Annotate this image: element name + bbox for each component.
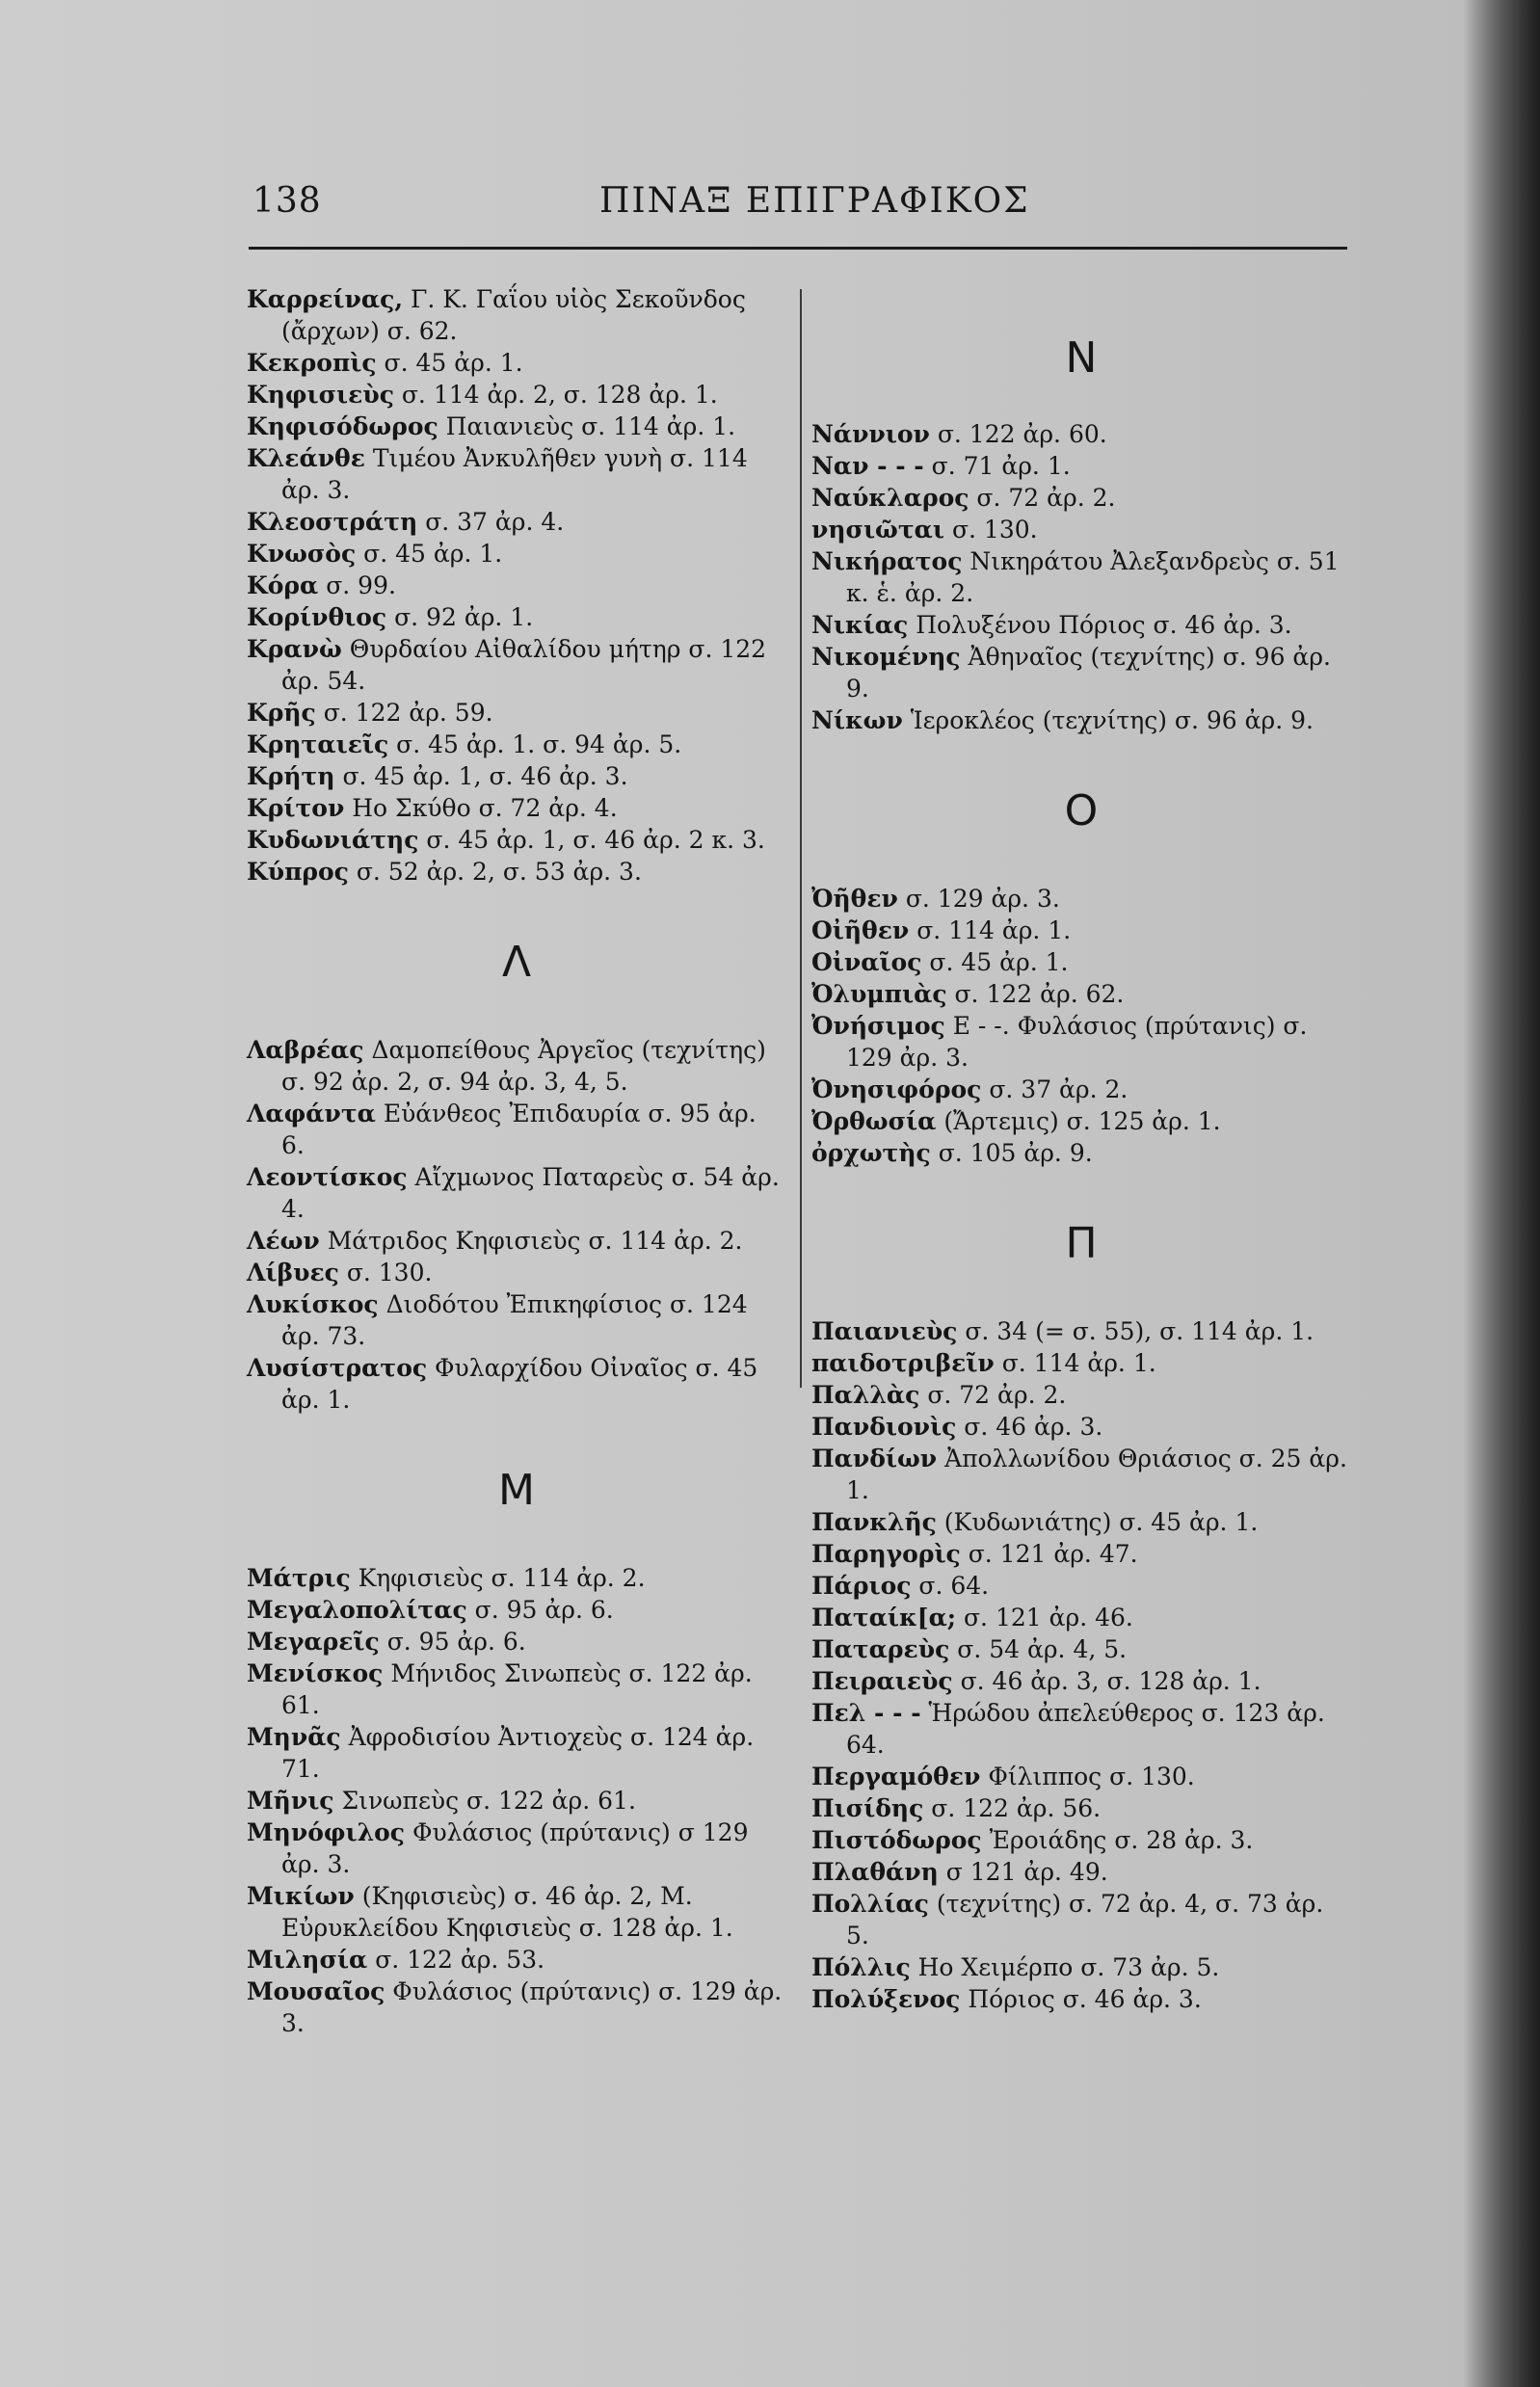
index-entry	[247, 1594, 786, 1626]
index-entry	[247, 697, 786, 729]
index-entry	[247, 1880, 786, 1944]
entry-lemma: Παλλὰς	[811, 1381, 920, 1409]
index-entry	[811, 946, 1351, 978]
index-entry	[811, 1888, 1351, 1951]
entry-reference: σ. 92 ἀρ. 1.	[386, 603, 534, 631]
entry-lemma: Μηνόφιλος	[247, 1818, 406, 1846]
index-entry	[247, 1225, 786, 1257]
index-entry	[247, 506, 786, 538]
entry-reference: σ. 122 ἀρ. 59.	[315, 699, 493, 727]
index-entry	[811, 1951, 1351, 1983]
index-entry	[811, 1105, 1351, 1137]
entry-lemma: Πελ - - -	[811, 1699, 921, 1727]
index-entry	[811, 883, 1351, 915]
entry-reference: σ. 114 ἀρ. 2, σ. 128 ἀρ. 1.	[393, 381, 718, 409]
entry-lemma: Κρηταιεῖς	[247, 730, 389, 758]
index-entry	[811, 1792, 1351, 1824]
entry-lemma: Κυδωνιάτης	[247, 826, 419, 854]
entry-reference: σ. 114 ἀρ. 1.	[994, 1349, 1156, 1377]
entry-reference: σ. 129 ἀρ. 3.	[897, 885, 1060, 913]
entry-lemma: Μηνᾶς	[247, 1723, 341, 1751]
entry-reference: Πολυξένου Πόριος σ. 46 ἀρ. 3.	[908, 611, 1292, 639]
entry-reference: Κηφισιεὺς σ. 114 ἀρ. 2.	[350, 1564, 646, 1592]
entry-reference: σ. 121 ἀρ. 46.	[956, 1604, 1133, 1631]
index-entry	[247, 1721, 786, 1785]
entry-reference: (Ἄρτεμις) σ. 125 ἀρ. 1.	[936, 1107, 1221, 1135]
entry-reference: σ. 37 ἀρ. 4.	[417, 508, 565, 536]
index-entry	[811, 1506, 1351, 1538]
entry-reference: (τεχνίτης) σ. 72 ἀρ. 4, σ. 73 ἀρ. 5.	[846, 1890, 1324, 1949]
entry-reference: σ. 130.	[944, 516, 1038, 544]
entry-lemma: Πιστόδωρος	[811, 1826, 982, 1854]
entry-lemma: Οἰῆθεν	[811, 916, 910, 944]
entry-reference: (Κηφισιεὺς) σ. 46 ἀρ. 2, Μ. Εὐρυκλείδου Κηφισιεὺς σ. 128 ἀρ. 1.	[281, 1882, 733, 1942]
entry-lemma: Λέων	[247, 1227, 320, 1255]
entry-reference: σ. 45 ἀρ. 1, σ. 46 ἀρ. 3.	[334, 762, 628, 790]
entry-lemma: Κορίνθιος	[247, 603, 387, 631]
index-entry	[811, 1411, 1351, 1443]
index-entry	[811, 545, 1351, 609]
index-entry	[811, 609, 1351, 641]
index-entry	[811, 514, 1351, 545]
entry-lemma: Κρήτη	[247, 762, 335, 790]
entry-lemma: Καρρείνας,	[247, 285, 404, 313]
entry-lemma: Ναν - - -	[811, 452, 924, 480]
index-entry	[247, 347, 786, 379]
entry-lemma: παιδοτριβεῖν	[811, 1349, 995, 1377]
entry-reference: σ. 95 ἀρ. 6.	[379, 1628, 526, 1656]
entry-lemma: Ὀῆθεν	[811, 885, 898, 913]
index-entry	[811, 1137, 1351, 1169]
entry-lemma: Λίβυες	[247, 1259, 339, 1286]
entry-reference: σ. 95 ἀρ. 6.	[466, 1596, 614, 1624]
entry-lemma: Κλεάνθε	[247, 444, 365, 472]
entry-lemma: Μῆνις	[247, 1787, 334, 1815]
entry-reference: Ἐροιάδης σ. 28 ἀρ. 3.	[981, 1826, 1254, 1854]
index-column-left	[247, 283, 786, 2039]
entry-lemma: Ὀνήσιμος	[811, 1012, 945, 1040]
entry-reference: Γ. Κ. Γαΐου υἱὸς Σεκοῦνδος (ἄρχων) σ. 62.	[281, 285, 746, 345]
entry-reference: σ. 46 ἀρ. 3, σ. 128 ἀρ. 1.	[952, 1667, 1261, 1695]
entry-lemma: Μικίων	[247, 1882, 355, 1910]
entry-lemma: Μουσαῖος	[247, 1977, 385, 2005]
index-entry	[247, 538, 786, 570]
entry-lemma: Λυκίσκος	[247, 1290, 379, 1318]
index-entry	[811, 1824, 1351, 1856]
index-entry	[811, 418, 1351, 450]
entry-lemma: Ὀρθωσία	[811, 1107, 937, 1135]
entry-reference: Σινωπεὺς σ. 122 ἀρ. 61.	[333, 1787, 636, 1815]
index-entry	[811, 1570, 1351, 1602]
entry-lemma: Μεγαρεῖς	[247, 1628, 380, 1656]
entry-lemma: Μεγαλοπολίτας	[247, 1596, 467, 1624]
entry-reference: Ἱεροκλέος (τεχνίτης) σ. 96 ἀρ. 9.	[902, 706, 1314, 734]
entry-lemma: Περγαμόθεν	[811, 1763, 981, 1790]
entry-lemma: Λεοντίσκος	[247, 1163, 408, 1191]
page-header	[252, 181, 1343, 231]
entry-reference: σ. 45 ἀρ. 1.	[356, 540, 503, 568]
entry-lemma: Κύπρος	[247, 858, 349, 886]
index-entry	[247, 1817, 786, 1880]
entry-reference: σ. 45 ἀρ. 1, σ. 46 ἀρ. 2 κ. 3.	[418, 826, 765, 854]
index-entry	[811, 1665, 1351, 1697]
entry-reference: σ. 45 ἀρ. 1. σ. 94 ἀρ. 5.	[388, 730, 682, 758]
entry-reference: σ. 105 ἀρ. 9.	[930, 1139, 1093, 1167]
index-entry	[811, 1315, 1351, 1347]
index-entry	[247, 1658, 786, 1721]
index-entry	[247, 570, 786, 601]
index-entry	[247, 1352, 786, 1416]
entry-reference: σ. 37 ἀρ. 2.	[981, 1075, 1128, 1103]
index-entry	[811, 704, 1351, 736]
index-entry	[247, 1034, 786, 1098]
entry-lemma: Κόρα	[247, 571, 319, 599]
index-entry	[811, 1602, 1351, 1633]
index-entry	[247, 1944, 786, 1976]
entry-reference: Φυλαρχίδου Οἰναῖος σ. 45 ἀρ. 1.	[281, 1354, 758, 1414]
index-entry	[811, 1761, 1351, 1792]
entry-reference: Φυλάσιος (πρύτανις) σ 129 ἀρ. 3.	[281, 1818, 749, 1878]
book-spine-shadow	[1463, 0, 1540, 2387]
entry-lemma: Νικήρατος	[811, 547, 963, 575]
entry-reference: σ. 45 ἀρ. 1.	[921, 948, 1069, 976]
entry-lemma: Κρῆς	[247, 699, 316, 727]
entry-reference: Πόριος σ. 46 ἀρ. 3.	[960, 1985, 1202, 2013]
entry-reference: (Κυδωνιάτης) σ. 45 ἀρ. 1.	[936, 1508, 1259, 1536]
entry-reference: σ. 54 ἀρ. 4, 5.	[949, 1635, 1128, 1663]
index-entry	[811, 1633, 1351, 1665]
entry-reference: Ηο Χειμέρπο σ. 73 ἀρ. 5.	[910, 1953, 1220, 1981]
entry-lemma: Πόλλις	[811, 1953, 911, 1981]
index-entry	[247, 283, 786, 347]
entry-lemma: Νικίας	[811, 611, 909, 639]
entry-lemma: ὀρχωτὴς	[811, 1139, 931, 1167]
page-number: 138	[252, 181, 322, 221]
entry-lemma: Ὀνησιφόρος	[811, 1075, 982, 1103]
index-entry	[247, 1785, 786, 1817]
index-entry	[247, 1098, 786, 1161]
index-entry	[811, 1697, 1351, 1761]
index-entry	[247, 824, 786, 856]
entry-lemma: Κεκροπὶς	[247, 349, 377, 377]
entry-reference: σ. 64.	[911, 1572, 990, 1600]
index-entry	[811, 482, 1351, 514]
entry-lemma: Μενίσκος	[247, 1659, 384, 1687]
entry-lemma: Πλαθάνη	[811, 1858, 939, 1886]
index-entry	[811, 1983, 1351, 2015]
entry-reference: σ. 72 ἀρ. 2.	[969, 484, 1116, 512]
section-letter: Π	[1065, 1219, 1098, 1268]
entry-reference: Ἀπολλωνίδου Θριάσιος σ. 25 ἀρ. 1.	[846, 1445, 1347, 1504]
entry-reference: σ. 52 ἀρ. 2, σ. 53 ἀρ. 3.	[348, 858, 642, 886]
entry-reference: σ. 122 ἀρ. 53.	[367, 1946, 545, 1974]
index-entry	[247, 1562, 786, 1594]
index-entry	[247, 792, 786, 824]
entry-reference: Ἀθηναῖος (τεχνίτης) σ. 96 ἀρ. 9.	[846, 643, 1331, 703]
entry-lemma: Πανδίων	[811, 1445, 938, 1472]
entry-reference: Εὐάνθεος Ἐπιδαυρία σ. 95 ἀρ. 6.	[281, 1100, 757, 1159]
column-divider	[800, 289, 802, 1388]
entry-lemma: Πανδιονὶς	[811, 1413, 957, 1441]
entry-lemma: Νάννιον	[811, 420, 930, 448]
index-entry	[247, 856, 786, 888]
entry-lemma: Κλεοστράτη	[247, 508, 418, 536]
entry-reference: Ἡρώδου ἀπελεύθερος σ. 123 ἀρ. 64.	[846, 1699, 1325, 1759]
section-letter: Λ	[501, 938, 532, 987]
entry-reference: Μάτριδος Κηφισιεὺς σ. 114 ἀρ. 2.	[319, 1227, 743, 1255]
entry-lemma: Νικομένης	[811, 643, 961, 671]
index-entry	[247, 411, 786, 442]
entry-reference: σ. 130.	[338, 1259, 433, 1286]
entry-lemma: Κηφισόδωρος	[247, 412, 438, 440]
entry-lemma: Παταίκ[α;	[811, 1604, 957, 1631]
entry-reference: σ 121 ἀρ. 49.	[938, 1858, 1108, 1886]
section-letter: Ν	[1065, 333, 1098, 383]
entry-reference: Δαμοπείθους Ἀργεῖος (τεχνίτης) σ. 92 ἀρ. 2, σ. 94 ἀρ. 3, 4, 5.	[281, 1036, 766, 1096]
index-entry	[247, 1976, 786, 2039]
entry-reference: Παιανιεὺς σ. 114 ἀρ. 1.	[438, 412, 736, 440]
entry-reference: Τιμέου Ἀνκυλῆθεν γυνὴ σ. 114 ἀρ. 3.	[281, 444, 748, 504]
entry-lemma: Παρηγορὶς	[811, 1540, 961, 1568]
index-column-right	[811, 283, 1351, 2015]
index-entry	[811, 1074, 1351, 1105]
header-rule	[249, 247, 1347, 250]
index-entry	[247, 379, 786, 411]
entry-lemma: Ναύκλαρος	[811, 484, 969, 512]
index-entry	[811, 1347, 1351, 1379]
entry-reference: σ. 72 ἀρ. 2.	[919, 1381, 1067, 1409]
index-entry	[247, 1288, 786, 1352]
entry-reference: σ. 46 ἀρ. 3.	[956, 1413, 1103, 1441]
entry-lemma: Μιλησία	[247, 1946, 368, 1974]
index-entry	[811, 450, 1351, 482]
entry-reference: Μήνιδος Σινωπεὺς σ. 122 ἀρ. 61.	[281, 1659, 753, 1719]
entry-lemma: Πολλίας	[811, 1890, 929, 1918]
entry-lemma: Πάριος	[811, 1572, 912, 1600]
entry-reference: σ. 99.	[318, 571, 396, 599]
entry-lemma: Πισίδης	[811, 1794, 924, 1822]
entry-reference: Ηο Σκύθο σ. 72 ἀρ. 4.	[344, 794, 618, 822]
index-entry	[811, 1010, 1351, 1074]
entry-lemma: Πανκλῆς	[811, 1508, 937, 1536]
index-entry	[811, 1443, 1351, 1506]
entry-lemma: Μάτρις	[247, 1564, 351, 1592]
index-entry	[247, 1257, 786, 1288]
entry-reference: Διοδότου Ἐπικηφίσιος σ. 124 ἀρ. 73.	[281, 1290, 748, 1350]
index-entry	[247, 729, 786, 760]
entry-lemma: Παταρεὺς	[811, 1635, 950, 1663]
index-entry	[811, 978, 1351, 1010]
entry-reference: σ. 122 ἀρ. 56.	[923, 1794, 1102, 1822]
entry-reference: σ. 34 (= σ. 55), σ. 114 ἀρ. 1.	[957, 1317, 1314, 1345]
entry-reference: Φίλιππος σ. 130.	[980, 1763, 1195, 1790]
entry-lemma: Νίκων	[811, 706, 903, 734]
entry-lemma: Ὀλυμπιὰς	[811, 980, 947, 1008]
entry-lemma: Παιανιεὺς	[811, 1317, 958, 1345]
index-entry	[811, 1856, 1351, 1888]
index-entry	[247, 1161, 786, 1225]
index-entry	[247, 1626, 786, 1658]
entry-lemma: Λυσίστρατος	[247, 1354, 428, 1382]
entry-reference: σ. 121 ἀρ. 47.	[960, 1540, 1138, 1568]
entry-reference: σ. 45 ἀρ. 1.	[376, 349, 523, 377]
index-entry	[811, 1379, 1351, 1411]
index-entry	[247, 442, 786, 506]
entry-lemma: Κρανὼ	[247, 635, 342, 663]
index-entry	[247, 760, 786, 792]
entry-reference: Θυρδαίου Αἰθαλίδου μήτηρ σ. 122 ἀρ. 54.	[281, 635, 767, 695]
section-letter: Μ	[498, 1466, 535, 1515]
entry-reference: Αἴχμωνος Παταρεὺς σ. 54 ἀρ. 4.	[281, 1163, 780, 1223]
running-title: ΠΙΝΑΞ ΕΠΙΓΡΑΦΙΚΟΣ	[599, 181, 1030, 221]
index-entry	[811, 641, 1351, 704]
entry-reference: σ. 122 ἀρ. 60.	[929, 420, 1107, 448]
entry-reference: Φυλάσιος (πρύτανις) σ. 129 ἀρ. 3.	[281, 1977, 783, 2037]
entry-lemma: Κνωσὸς	[247, 540, 357, 568]
entry-reference: Ε - -. Φυλάσιος (πρύτανις) σ. 129 ἀρ. 3.	[846, 1012, 1308, 1072]
section-letter: Ο	[1064, 786, 1099, 835]
entry-reference: Ἀφροδισίου Ἀντιοχεὺς σ. 124 ἀρ. 71.	[281, 1723, 755, 1783]
index-entry	[247, 601, 786, 633]
index-entry	[811, 915, 1351, 946]
entry-lemma: Οἰναῖος	[811, 948, 922, 976]
entry-lemma: Πολύξενος	[811, 1985, 961, 2013]
index-entry	[247, 633, 786, 697]
entry-lemma: Λαβρέας	[247, 1036, 364, 1064]
entry-lemma: Λαφάντα	[247, 1100, 376, 1127]
entry-reference: σ. 122 ἀρ. 62.	[946, 980, 1125, 1008]
index-entry	[811, 1538, 1351, 1570]
entry-lemma: Κρίτον	[247, 794, 345, 822]
entry-lemma: Πειραιεὺς	[811, 1667, 953, 1695]
entry-lemma: νησιῶται	[811, 516, 945, 544]
entry-lemma: Κηφισιεὺς	[247, 381, 394, 409]
entry-reference: σ. 114 ἀρ. 1.	[909, 916, 1072, 944]
entry-reference: Νικηράτου Ἀλεξανδρεὺς σ. 51 κ. ἑ. ἀρ. 2.	[846, 547, 1340, 607]
entry-reference: σ. 71 ἀρ. 1.	[923, 452, 1071, 480]
